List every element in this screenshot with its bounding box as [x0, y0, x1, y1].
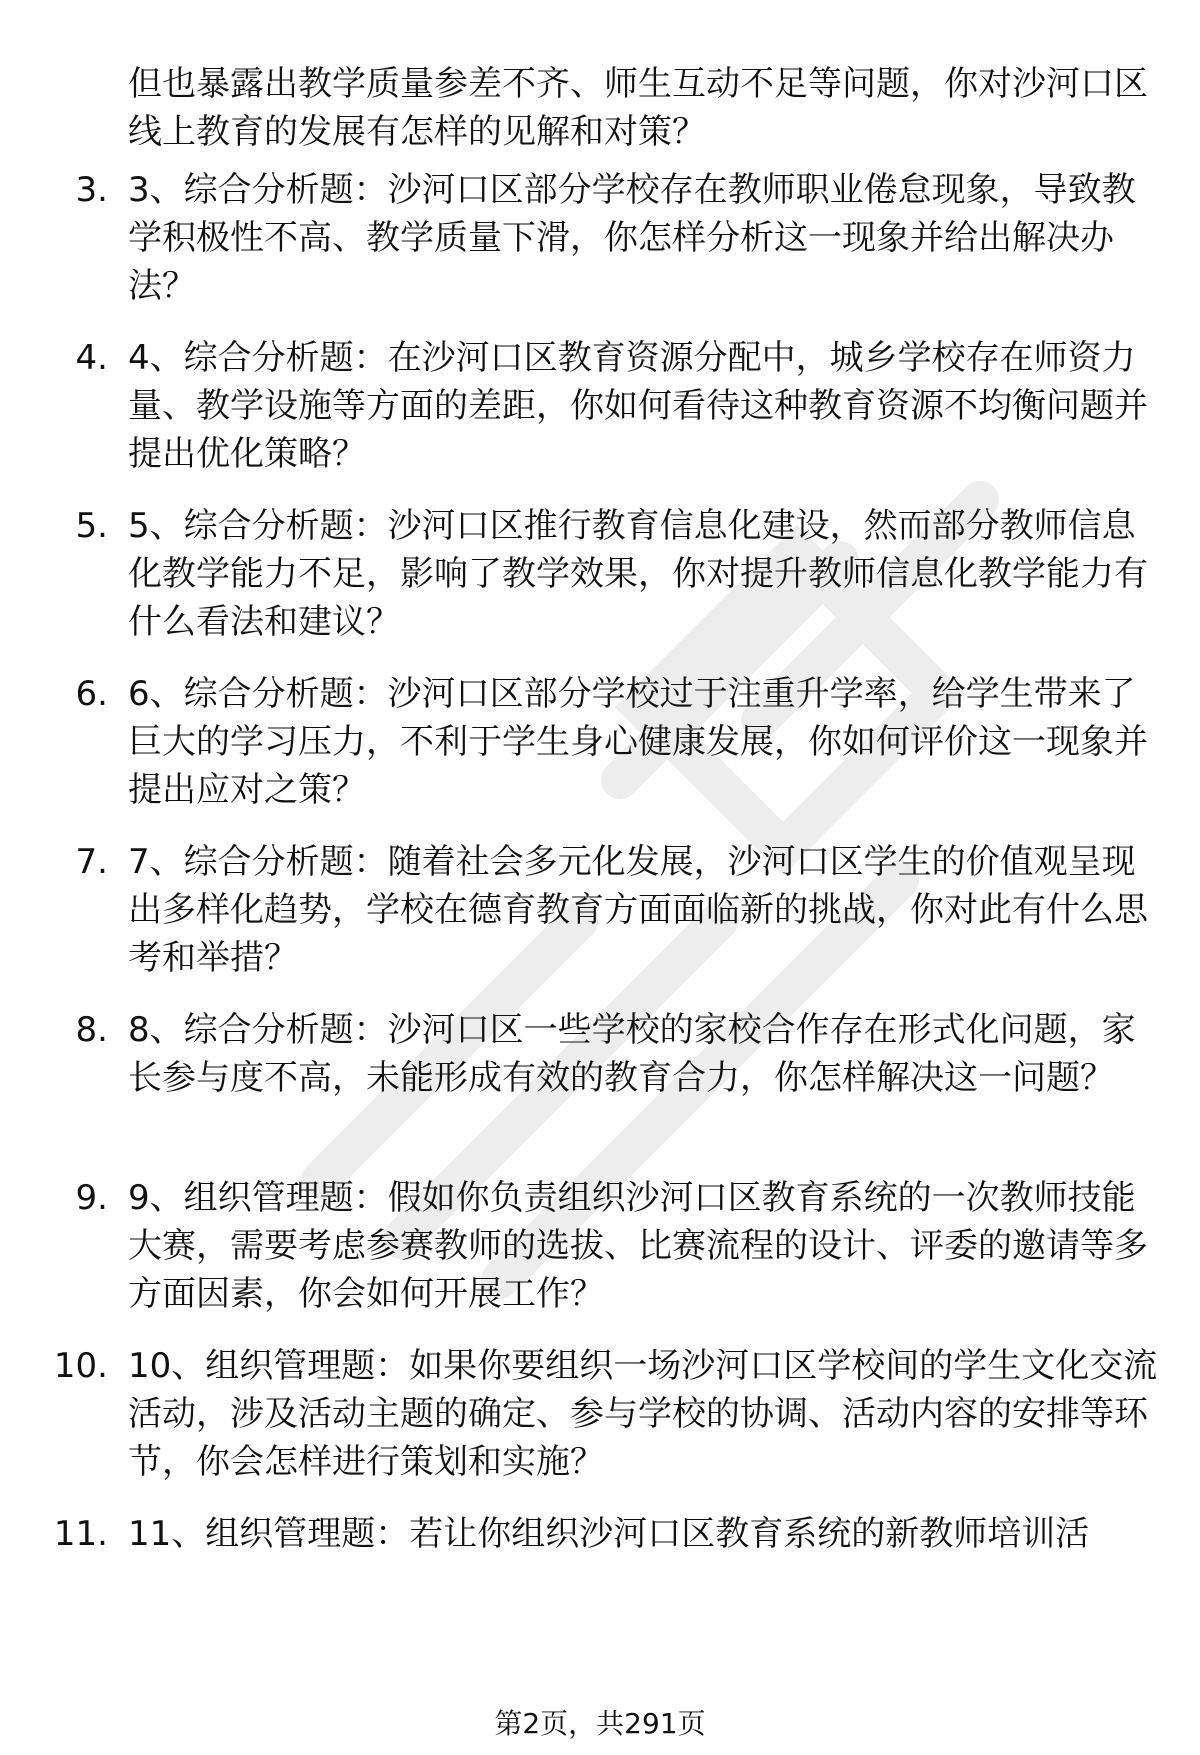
list-item-text: 11、组织管理题：若让你组织沙河口区教育系统的新教师培训活 — [128, 1514, 1090, 1554]
list-item-number: 7. — [75, 842, 108, 882]
list-item-number: 10. — [53, 1346, 108, 1386]
continuation-paragraph: 但也暴露出教学质量参差不齐、师生互动不足等问题，你对沙河口区线上教育的发展有怎样的见解和对策？ — [128, 64, 1148, 152]
page-footer: 第2页，共291页 — [494, 1707, 706, 1740]
list-item-number: 3. — [75, 170, 108, 210]
list-item-text: 4、综合分析题：在沙河口区教育资源分配中，城乡学校存在师资力量、教学设施等方面的差距，你如何看待这种教育资源不均衡问题并提出优化策略？ — [128, 338, 1148, 474]
list-item-text: 9、组织管理题：假如你负责组织沙河口区教育系统的一次教师技能大赛，需要考虑参赛教师的选拔、比赛流程的设计、评委的邀请等多方面因素，你会如何开展工作？ — [128, 1178, 1148, 1314]
list-item-text: 7、综合分析题：随着社会多元化发展，沙河口区学生的价值观呈现出多样化趋势，学校在德育教育方面面临新的挑战，你对此有什么思考和举措？ — [128, 842, 1148, 978]
list-item-text: 10、组织管理题：如果你要组织一场沙河口区学校间的学生文化交流活动，涉及活动主题的确定、参与学校的协调、活动内容的安排等环节，你会怎样进行策划和实施？ — [128, 1346, 1158, 1482]
list-item-number: 8. — [75, 1010, 108, 1050]
list-item-number: 9. — [75, 1178, 108, 1218]
list-item-text: 6、综合分析题：沙河口区部分学校过于注重升学率，给学生带来了巨大的学习压力，不利于学生身心健康发展，你如何评价这一现象并提出应对之策？ — [128, 674, 1148, 810]
list-item-number: 11. — [53, 1514, 108, 1554]
list-item-number: 6. — [75, 674, 108, 714]
list-item-text: 5、综合分析题：沙河口区推行教育信息化建设，然而部分教师信息化教学能力不足，影响了教学效果，你对提升教师信息化教学能力有什么看法和建议？ — [128, 506, 1148, 642]
list-item-text: 3、综合分析题：沙河口区部分学校存在教师职业倦怠现象，导致教学积极性不高、教学质量下滑，你怎样分析这一现象并给出解决办法？ — [128, 170, 1136, 306]
list-item-number: 4. — [75, 338, 108, 378]
list-item-number: 5. — [75, 506, 108, 546]
list-item-text: 8、综合分析题：沙河口区一些学校的家校合作存在形式化问题，家长参与度不高，未能形成有效的教育合力，你怎样解决这一问题？ — [128, 1010, 1136, 1098]
